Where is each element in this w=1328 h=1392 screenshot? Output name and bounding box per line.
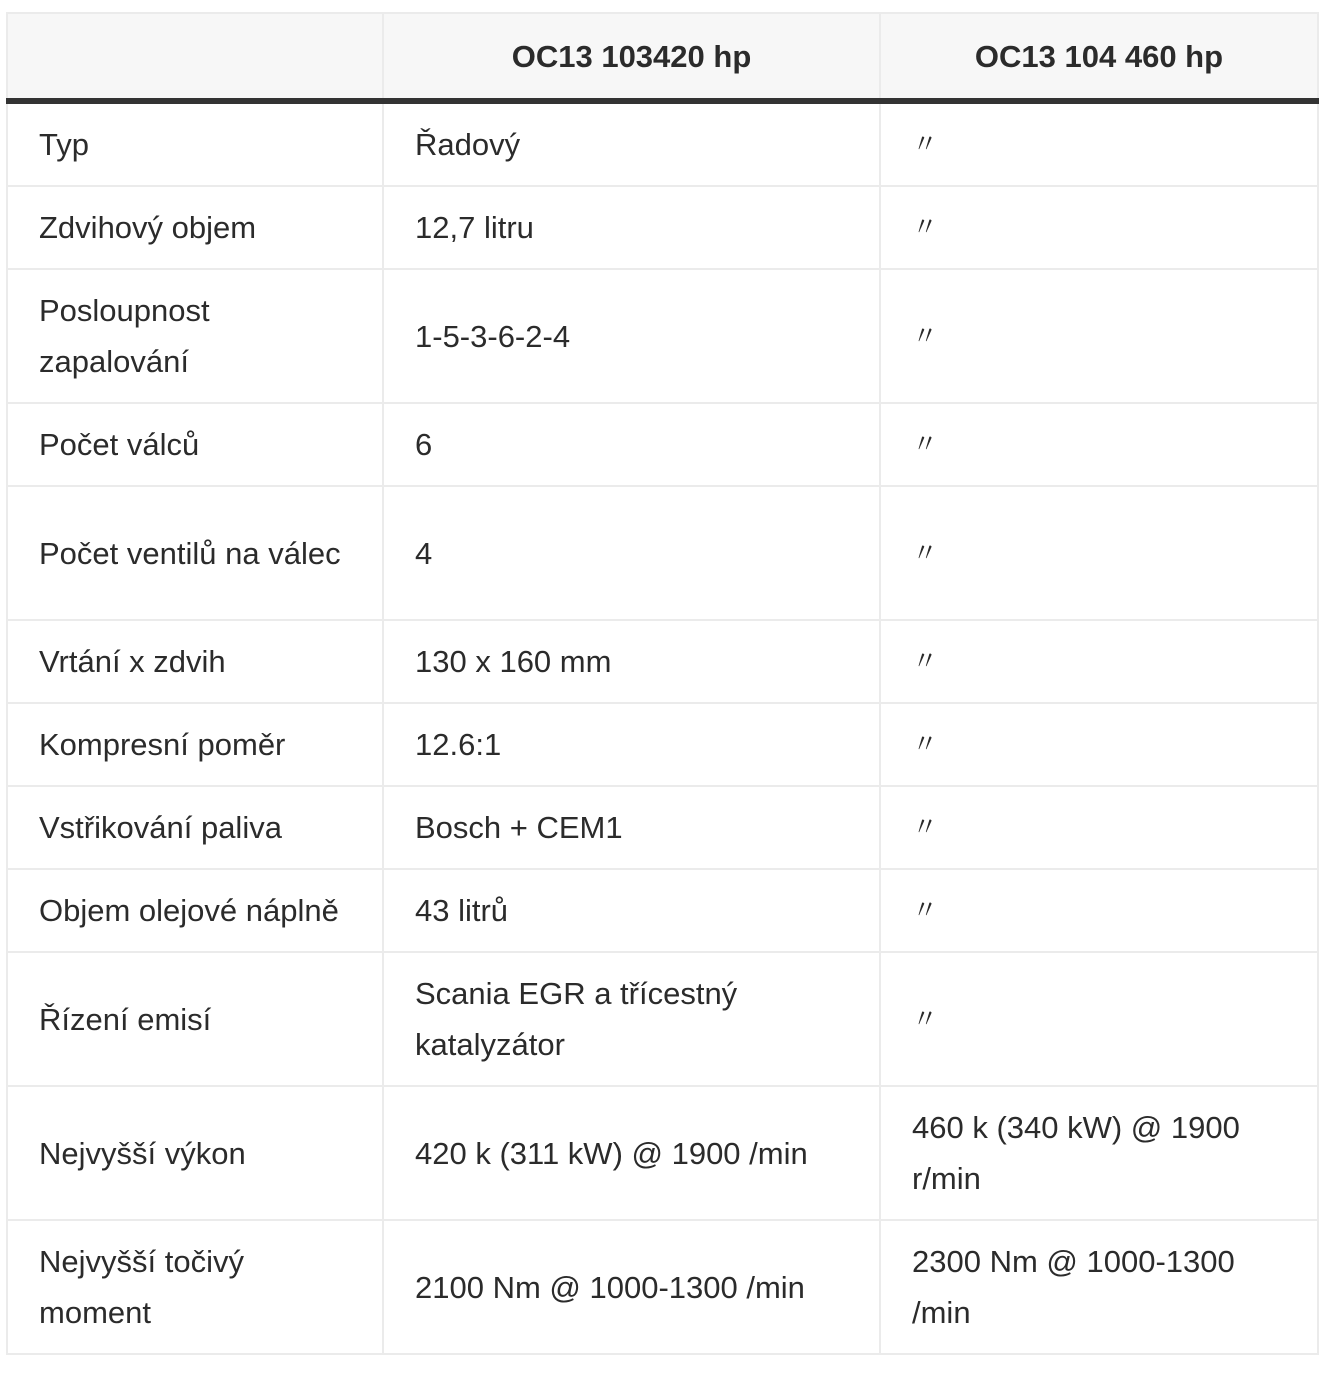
value-oc13-104: 〃 <box>880 101 1318 186</box>
value-oc13-103: 43 litrů <box>383 869 880 952</box>
value-oc13-104: 2300 Nm @ 1000-1300 /min <box>880 1220 1318 1354</box>
value-oc13-103: 4 <box>383 486 880 620</box>
value-oc13-103: 12,7 litru <box>383 186 880 269</box>
table-row <box>7 1220 1318 1354</box>
row-label: Počet válců <box>7 403 383 486</box>
value-oc13-103: 420 k (311 kW) @ 1900 /min <box>383 1086 880 1220</box>
value-oc13-103: 1-5-3-6-2-4 <box>383 269 880 403</box>
table-row <box>7 703 1318 786</box>
value-oc13-104: 〃 <box>880 403 1318 486</box>
header-cell-oc13-103: OC13 103420 hp <box>383 13 880 101</box>
table-row <box>7 952 1318 1086</box>
header-row <box>7 13 1318 101</box>
value-oc13-104: 〃 <box>880 703 1318 786</box>
value-oc13-103: Scania EGR a třícestný katalyzátor <box>383 952 880 1086</box>
row-label: Vrtání x zdvih <box>7 620 383 703</box>
row-label: Nejvyšší výkon <box>7 1086 383 1220</box>
value-oc13-104: 〃 <box>880 786 1318 869</box>
value-oc13-104: 〃 <box>880 269 1318 403</box>
engine-spec-table <box>6 12 1319 1355</box>
value-oc13-103: 130 x 160 mm <box>383 620 880 703</box>
table-row <box>7 269 1318 403</box>
row-label: Vstřikování paliva <box>7 786 383 869</box>
value-oc13-104: 〃 <box>880 486 1318 620</box>
value-oc13-103: Bosch + CEM1 <box>383 786 880 869</box>
row-label: Typ <box>7 101 383 186</box>
header-cell-empty <box>7 13 383 101</box>
value-oc13-104: 〃 <box>880 952 1318 1086</box>
table-row <box>7 101 1318 186</box>
value-oc13-104: 〃 <box>880 620 1318 703</box>
table-row <box>7 403 1318 486</box>
value-oc13-103: Řadový <box>383 101 880 186</box>
value-oc13-103: 12.6:1 <box>383 703 880 786</box>
value-oc13-103: 6 <box>383 403 880 486</box>
value-oc13-104: 〃 <box>880 869 1318 952</box>
value-oc13-103: 2100 Nm @ 1000-1300 /min <box>383 1220 880 1354</box>
table-row <box>7 186 1318 269</box>
table-row <box>7 786 1318 869</box>
row-label: Počet ventilů na válec <box>7 486 383 620</box>
table-body <box>7 101 1318 1354</box>
table-row <box>7 1086 1318 1220</box>
row-label: Objem olejové náplně <box>7 869 383 952</box>
row-label: Řízení emisí <box>7 952 383 1086</box>
row-label: Kompresní poměr <box>7 703 383 786</box>
value-oc13-104: 460 k (340 kW) @ 1900 r/min <box>880 1086 1318 1220</box>
table-row <box>7 869 1318 952</box>
table-row <box>7 486 1318 620</box>
table-row <box>7 620 1318 703</box>
value-oc13-104: 〃 <box>880 186 1318 269</box>
row-label: Nejvyšší točivý moment <box>7 1220 383 1354</box>
row-label: Zdvihový objem <box>7 186 383 269</box>
row-label: Posloupnost zapalování <box>7 269 383 403</box>
header-cell-oc13-104: OC13 104 460 hp <box>880 13 1318 101</box>
